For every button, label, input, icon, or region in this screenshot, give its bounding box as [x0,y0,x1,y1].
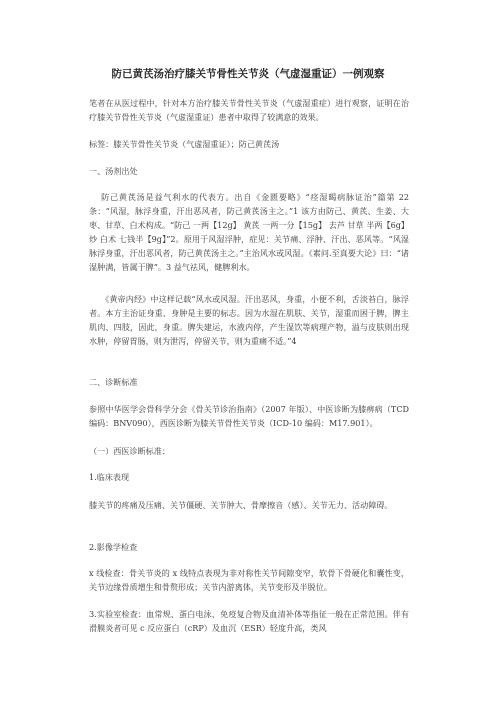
section-heading-diagnosis: 二、诊断标准 [89,377,138,387]
intro-paragraph: 笔者在从医过程中，针对本方治疗膝关节骨性关节炎（气虚湿重症）进行观察，证明在治疗膝关节骨性关节炎（气虚湿重证）患者中取得了较满意的效果。 [89,98,409,122]
section-heading-source: 一、汤剂出处 [89,166,138,176]
lab-paragraph: 3.实验室检查：血常规、蛋白电泳、免疫复合物及血清补体等指征一般在正常范围。伴有滑膜炎者可见 c 反应蛋白（cRP）及血沉（ESR）轻度升高，类风 [89,609,409,633]
source-paragraph: 防己黄芪汤是益气利水的代表方。出自《金匮要略》“痉湿暍病脉证治”篇第 22 条：“风湿，脉浮身重，汗出恶风者，防己黄芪汤主之。”1 该方由防己、黄芪、生姜、大枣、甘草、白术构成。“防己 一两【12g】 黄芪 一两一分【15g】 去芦 甘草 半两【6g】炒 白术 七钱半【9g】”2。原用于风湿浮肿，症见：关节痛、浮肿、汗出、恶风等。“风湿脉浮身重，汗出恶风者，防己黄芪汤主之。”主治风水或风湿。《素问.至真要大论》曰：“诸湿肿满，皆属于脾”。3 益气祛风，健脾利水。 [89,192,409,272]
diagnosis-reference-paragraph: 参照中华医学会骨科学分会《骨关节诊治指南》（2007 年版）、中医诊断为膝痹病（TCD 编码：BNV090），西医诊断为膝关节骨性关节炎（ICD-10 编码：M17.901）。 [89,404,409,428]
neijing-paragraph: 《黄帝内经》中这样记载“风水或风湿。汗出恶风，身重，小便不利，舌淡苔白，脉浮者。本方主治证身重、身肿是主要的标志。因为水湿在肌肤、关节，湿重而困于脾，脾主肌肉、四肢，因此，身重。脾失建运，水液内停，产生湿饮等病理产物，溢与皮肤则出现水肿，停留胃肠，则为泄泻，停留关节，则为重痛不适。”4 [89,294,409,346]
clinical-heading: 1.临床表现 [89,472,130,482]
tags-line: 标签：膝关节骨性关节炎（气虚湿重证）；防己黄芪汤 [89,139,280,149]
imaging-heading: 2.影像学检查 [89,542,138,552]
document-title: 防已黄芪汤治疗膝关节骨性关节炎（气虚湿重证）一例观察 [111,68,385,80]
imaging-paragraph: x 线检查：骨关节炎的 x 线特点表现为非对称性关节间隙变窄，软骨下骨硬化和囊性变，关节边缘骨质增生和骨赘形成；关节内游离体，关节变形及半脱位。 [89,568,409,592]
clinical-paragraph: 膝关节的疼痛及压痛、关节僵硬、关节肿大、骨摩擦音（感）、关节无力、活动障碍。 [89,500,393,510]
subsection-heading-western: （一）西医诊断标准： [89,446,170,456]
